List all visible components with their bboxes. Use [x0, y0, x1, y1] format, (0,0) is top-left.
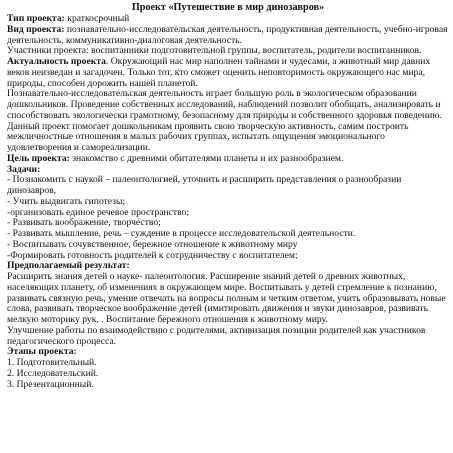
task-item: -организовать единое речевое пространство; — [7, 206, 190, 218]
task-item: - Познакомить с наукой – палеонтологией, уточнить и расширить представления о разнообразии динозавров, — [7, 174, 402, 196]
stage-item: 2. Исследовательский. — [7, 367, 99, 379]
task-item: - Развивать воображение, творчество; — [7, 217, 161, 229]
project-kind-text: познавательно-исследовательская деятельность, продуктивная деятельность, учебно-игровая деятельность, коммуникативно-диалоговая деятельность. — [7, 23, 448, 46]
result-paragraph: Расширить знания детей о науке- палеонтология. Расширение знаний детей о древних животных, населяющих планету, об изменениях в окружающем мире. Воспитывать у детей стремление к познанию, развивать связную речь, умение отвечать на вопросы полным и четким ответом, учить образовывать новые слова, развивать творческое воображение детей (имитировать движения и звуки динозавров, развивать мелкую моторику рук, . Воспитание бережного отношения к животному миру. — [7, 271, 446, 325]
document-page — [7, 2, 449, 390]
goal-paragraph — [7, 154, 449, 165]
document-title: Проект «Путешествие в мир динозавров» — [131, 2, 325, 13]
project-help-paragraph: Данный проект помогает дошкольникам проявить свою творческую активность, самим построить межличностные отношения в малых рабочих группах, испытать ощущения эмоционального удовлетворения и самореализации. — [7, 120, 409, 153]
relevance-label: Актуальность проекта — [7, 56, 106, 67]
project-kind — [7, 25, 449, 47]
participants-paragraph: Участники проекта: воспитанники подготовительной группы, воспитатель, родители воспитанников. — [7, 45, 422, 57]
improve-paragraph: Улучшение работы по взаимодействию с родителями, активизация позиции родителей как участников педагогического процесса. — [7, 324, 426, 347]
stage-item: 3. Презентационный. — [7, 378, 94, 390]
tasks-label: Задачи: — [7, 163, 41, 175]
task-item: - Воспитывать сочувственное, бережное отношение к животному миру — [7, 238, 298, 250]
goal-text: знакомство с древними обитателями планеты и их разнообразием. — [69, 152, 344, 164]
result-label: Предполагаемый результат: — [7, 260, 130, 272]
project-type-label: Тип проекта: — [7, 13, 65, 24]
stage-item: 1. Подготовительный. — [7, 357, 97, 368]
goal-label: Цель проекта: — [7, 152, 70, 164]
relevance-paragraph — [7, 57, 449, 89]
project-type-text: краткосрочный — [64, 13, 130, 24]
task-item: - Учить выдвигать гипотезы; — [7, 195, 126, 207]
project-kind-label: Вид проекта: — [7, 23, 65, 35]
relevance-text: . Окружающий нас мир наполнен тайнами и чудесами, а животный мир давних веков неизведан и загадочен. Только тот, кто сможет оценить неповторимость окружающего нас мира, природы, способен дорожить нашей планетой. — [7, 56, 431, 89]
cognitive-paragraph: Познавательно-исследовательская деятельность играет большую роль в экологическом образовании дошкольников. Проведение собственных исследований, наблюдений позволит обобщать, анализировать и способствовать экологически грамотному, безопасному для природы и собственного здоровья поведению. — [7, 88, 442, 121]
task-item: - Развивать мышление, речь – суждение в процессе исследовательской деятельности. — [7, 228, 356, 239]
stages-label: Этапы проекта: — [7, 346, 77, 358]
task-item: -Формировать готовность родителей к сотрудничеству с воспитателем; — [7, 249, 298, 261]
